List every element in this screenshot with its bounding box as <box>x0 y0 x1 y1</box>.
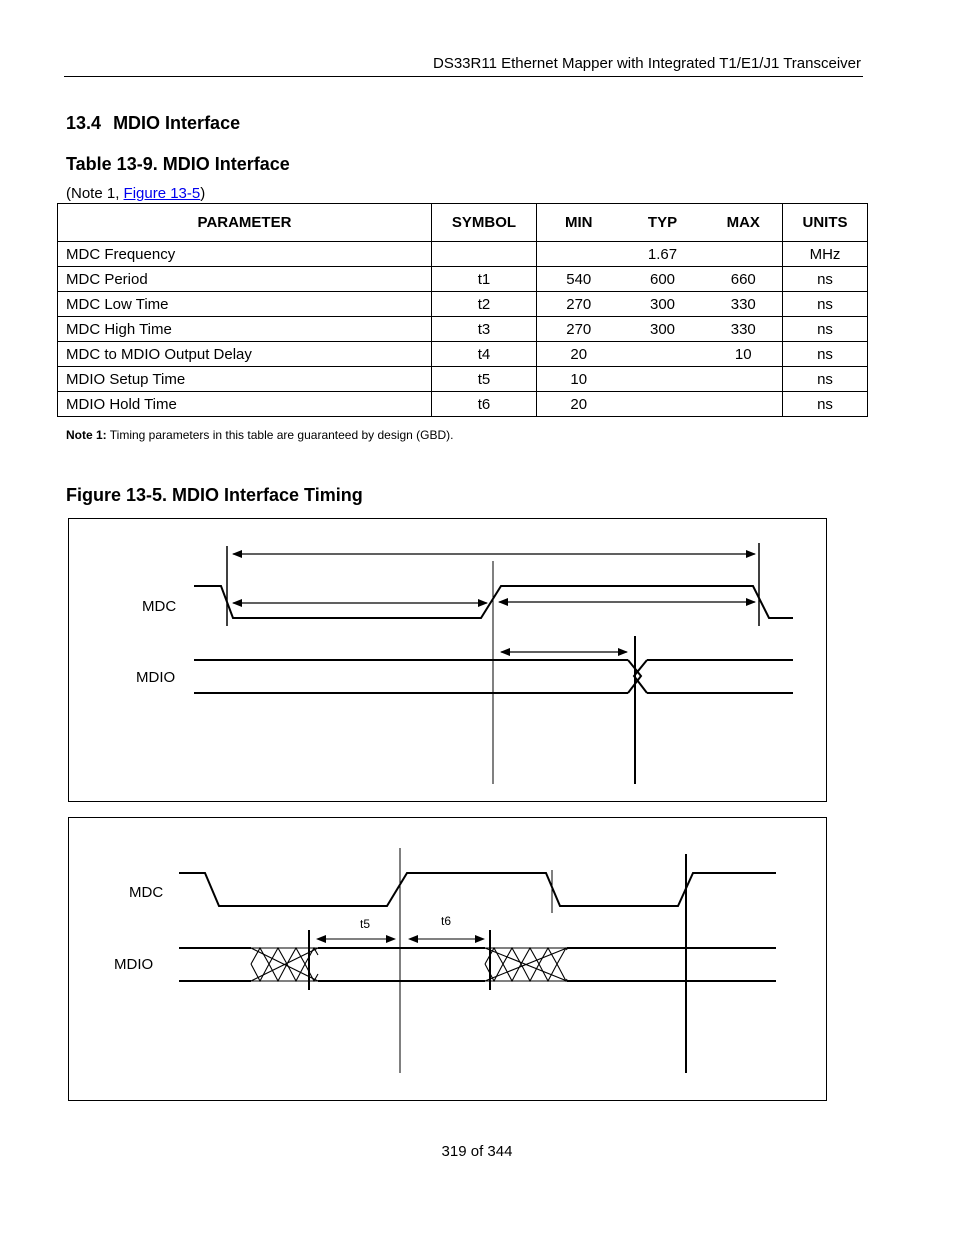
cell-typ: 300 <box>621 292 705 317</box>
cell-typ: 300 <box>621 317 705 342</box>
cell-units: MHz <box>783 242 868 267</box>
mdio-invalid-hatch-2 <box>485 948 567 981</box>
table-note-suffix: ) <box>200 185 206 202</box>
col-header-max: MAX <box>705 204 783 242</box>
t6-label: t6 <box>441 914 452 928</box>
page-number: 319 of 344 <box>441 1143 513 1160</box>
cell-min: 540 <box>537 267 621 292</box>
cell-symbol: t6 <box>432 392 537 417</box>
cell-symbol: t4 <box>432 342 537 367</box>
table-row <box>58 267 868 292</box>
cell-typ <box>621 392 705 417</box>
table-title: Table 13-9. MDIO Interface <box>66 154 290 174</box>
cell-parameter: MDC Period <box>58 267 432 292</box>
t5-label: t5 <box>360 917 371 931</box>
mdio-invalid-hatch-1 <box>251 948 318 981</box>
mdc-signal-label: MDC <box>142 598 177 615</box>
timing-diagram-setup-hold-svg <box>69 818 826 1100</box>
cell-min: 270 <box>537 292 621 317</box>
mdio-signal-label: MDIO <box>114 956 154 973</box>
table-row <box>58 342 868 367</box>
col-header-min: MIN <box>537 204 621 242</box>
mdc-signal-label: MDC <box>129 884 164 901</box>
cell-min: 20 <box>537 342 621 367</box>
cell-symbol <box>432 242 537 267</box>
cell-units: ns <box>783 267 868 292</box>
cell-parameter: MDC to MDIO Output Delay <box>58 342 432 367</box>
section-number: 13.4 <box>66 113 102 133</box>
mdio-spec-table <box>57 203 868 417</box>
section-heading <box>66 113 240 134</box>
cell-max: 10 <box>705 342 783 367</box>
timing-diagram-setup-hold <box>68 817 827 1101</box>
cell-symbol: t5 <box>432 367 537 392</box>
cell-min <box>537 242 621 267</box>
cell-parameter: MDIO Setup Time <box>58 367 432 392</box>
cell-max <box>705 367 783 392</box>
col-header-units: UNITS <box>783 204 868 242</box>
cell-typ: 600 <box>621 267 705 292</box>
header-rule <box>64 76 863 77</box>
cell-max <box>705 392 783 417</box>
cell-typ: 1.67 <box>621 242 705 267</box>
table-header-row <box>58 204 868 242</box>
cell-units: ns <box>783 367 868 392</box>
table-row <box>58 392 868 417</box>
cell-parameter: MDC Frequency <box>58 242 432 267</box>
cell-max: 330 <box>705 292 783 317</box>
cell-typ <box>621 367 705 392</box>
col-header-parameter: PARAMETER <box>58 204 432 242</box>
cell-parameter: MDC Low Time <box>58 292 432 317</box>
footnote-text: Timing parameters in this table are guaranteed by design (GBD). <box>106 428 454 442</box>
table-row <box>58 292 868 317</box>
cell-max <box>705 242 783 267</box>
cell-units: ns <box>783 317 868 342</box>
timing-diagram-output-svg <box>69 519 826 801</box>
cell-parameter: MDIO Hold Time <box>58 392 432 417</box>
cell-parameter: MDC High Time <box>58 317 432 342</box>
mdio-signal-label: MDIO <box>136 669 176 686</box>
table-footnote <box>66 428 454 442</box>
footnote-label: Note 1: <box>66 428 107 442</box>
cell-symbol: t2 <box>432 292 537 317</box>
cell-typ <box>621 342 705 367</box>
cell-units: ns <box>783 342 868 367</box>
section-title: MDIO Interface <box>113 113 241 133</box>
table-note <box>66 185 205 202</box>
figure-link[interactable]: Figure 13-5 <box>123 185 201 202</box>
cell-symbol: t1 <box>432 267 537 292</box>
cell-min: 10 <box>537 367 621 392</box>
table-row <box>58 317 868 342</box>
cell-min: 270 <box>537 317 621 342</box>
timing-diagram-output <box>68 518 827 802</box>
table-note-prefix: (Note 1, <box>66 185 124 202</box>
cell-min: 20 <box>537 392 621 417</box>
table-row <box>58 367 868 392</box>
document-header-title: DS33R11 Ethernet Mapper with Integrated T1/E1/J1 Transceiver <box>432 55 861 72</box>
cell-symbol: t3 <box>432 317 537 342</box>
col-header-symbol: SYMBOL <box>432 204 537 242</box>
cell-max: 330 <box>705 317 783 342</box>
cell-units: ns <box>783 392 868 417</box>
cell-max: 660 <box>705 267 783 292</box>
cell-units: ns <box>783 292 868 317</box>
col-header-typ: TYP <box>621 204 705 242</box>
table-row <box>58 242 868 267</box>
figure-title: Figure 13-5. MDIO Interface Timing <box>66 485 363 505</box>
